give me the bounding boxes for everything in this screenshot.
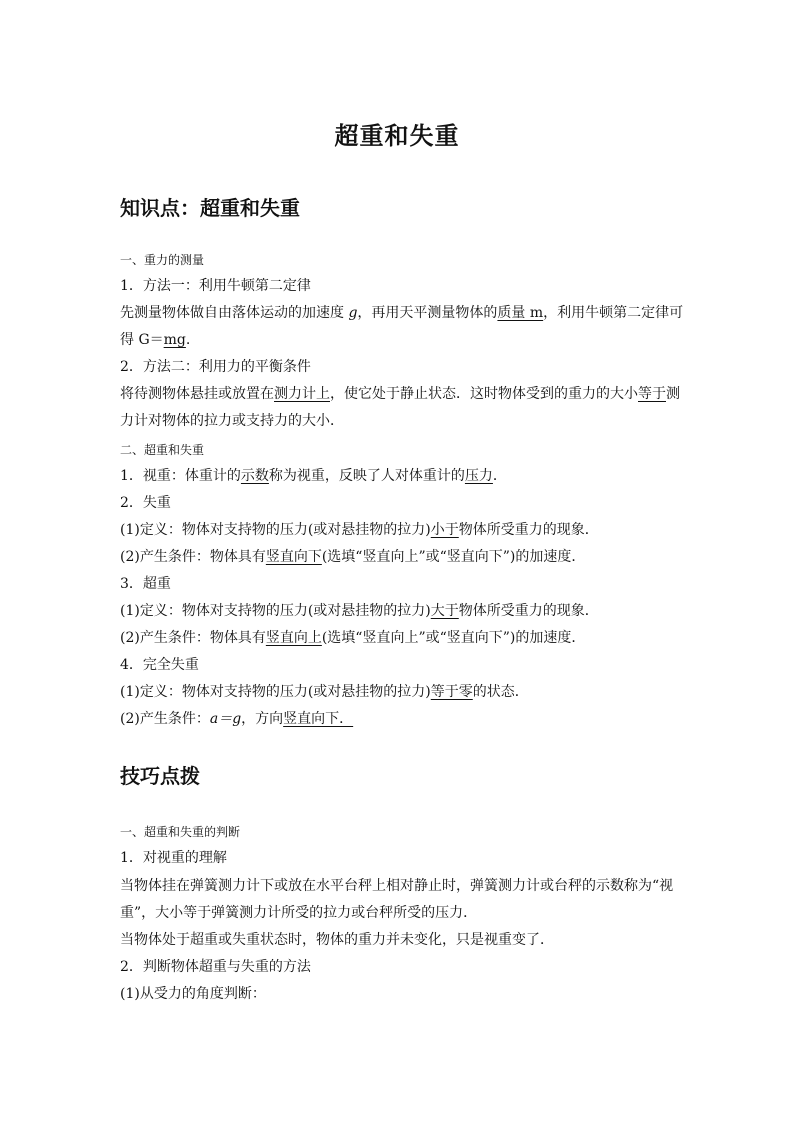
- var-g: g: [348, 305, 358, 321]
- equation: a＝g: [209, 711, 242, 727]
- answer-blank: 竖直向下: [265, 549, 322, 565]
- text: ，使它处于静止状态．这时物体受到的重力的大小: [330, 386, 638, 402]
- text: (选填“竖直向上”或“竖直向下”)的加速度．: [321, 630, 586, 646]
- complete-weightless-definition: [120, 682, 529, 702]
- text: (选填“竖直向上”或“竖直向下”)的加速度．: [321, 549, 586, 565]
- answer-blank: mg: [163, 332, 186, 348]
- method2-title: 2．方法二：利用力的平衡条件: [120, 359, 311, 375]
- paragraph-line: 重”，大小等于弹簧测力计所受的拉力或台秤所受的压力．: [120, 905, 478, 921]
- subheading-overweight: 二、超重和失重: [120, 443, 205, 457]
- answer-blank: 示数: [240, 468, 269, 484]
- complete-weightless-title: 4．完全失重: [120, 657, 199, 673]
- overweight-condition: [120, 628, 585, 648]
- paragraph-line: 当物体处于超重或失重状态时，物体的重力并未变化，只是视重变了．: [120, 932, 554, 948]
- weightless-title: 2．失重: [120, 495, 171, 511]
- answer-blank: 质量 m: [497, 305, 544, 321]
- text: 的状态．: [472, 684, 529, 700]
- method1-title: 1．方法一：利用牛顿第二定律: [120, 278, 311, 294]
- text: ．: [492, 468, 507, 484]
- answer-blank: 等于: [638, 386, 666, 402]
- text: 称为视重，反映了人对体重计的: [268, 468, 465, 484]
- subheading-judgment: 一、超重和失重的判断: [120, 825, 241, 839]
- text: ，再用天平测量物体的: [357, 305, 498, 321]
- page-title: 超重和失重: [334, 121, 460, 150]
- method1-line2: [120, 330, 190, 350]
- text: 测: [666, 386, 680, 402]
- text: (2)产生条件：: [120, 711, 210, 727]
- text: 1．视重：体重计的: [120, 468, 241, 484]
- section-heading-knowledge: 知识点：超重和失重: [120, 196, 300, 220]
- section-heading-skills: 技巧点拨: [120, 764, 200, 788]
- text: .: [185, 332, 191, 348]
- apparent-weight-understanding-title: 1．对视重的理解: [120, 850, 227, 866]
- answer-blank: 测力计上: [274, 386, 330, 402]
- text: 将待测物体悬挂或放置在: [120, 386, 274, 402]
- overweight-definition: [120, 601, 599, 621]
- text: (1)定义：物体对支持物的压力(或对悬挂物的拉力): [120, 522, 431, 538]
- text: (1)定义：物体对支持物的压力(或对悬挂物的拉力): [120, 684, 431, 700]
- text: ，方向: [241, 711, 284, 727]
- answer-blank: 大于: [430, 603, 459, 619]
- weightless-condition: [120, 547, 585, 567]
- text: 得 G＝: [120, 332, 164, 348]
- text: 先测量物体做自由落体运动的加速度: [120, 305, 349, 321]
- apparent-weight-line: [120, 466, 507, 486]
- force-angle-title: (1)从受力的角度判断：: [120, 986, 266, 1002]
- complete-weightless-condition: [120, 709, 353, 729]
- answer-blank: 竖直向上: [265, 630, 322, 646]
- answer-blank: 小于: [430, 522, 459, 538]
- method2-line1: [120, 384, 680, 404]
- weightless-definition: [120, 520, 599, 540]
- method1-line1: [120, 303, 683, 323]
- subheading-gravity-measure: 一、重力的测量: [120, 253, 205, 267]
- text: ，利用牛顿第二定律可: [543, 305, 684, 321]
- method2-line2: 力计对物体的拉力或支持力的大小．: [120, 413, 344, 429]
- text: (1)定义：物体对支持物的压力(或对悬挂物的拉力): [120, 603, 431, 619]
- answer-blank: 等于零: [430, 684, 473, 700]
- paragraph-line: 当物体挂在弹簧测力计下或放在水平台秤上相对静止时，弹簧测力计或台秤的示数称为“视: [120, 878, 674, 894]
- method-title: 2．判断物体超重与失重的方法: [120, 959, 311, 975]
- text: 物体所受重力的现象．: [458, 522, 599, 538]
- answer-blank: 竖直向下．: [283, 711, 354, 727]
- overweight-title: 3．超重: [120, 576, 171, 592]
- answer-blank: 压力: [464, 468, 493, 484]
- text: 物体所受重力的现象．: [458, 603, 599, 619]
- text: (2)产生条件：物体具有: [120, 549, 266, 565]
- text: (2)产生条件：物体具有: [120, 630, 266, 646]
